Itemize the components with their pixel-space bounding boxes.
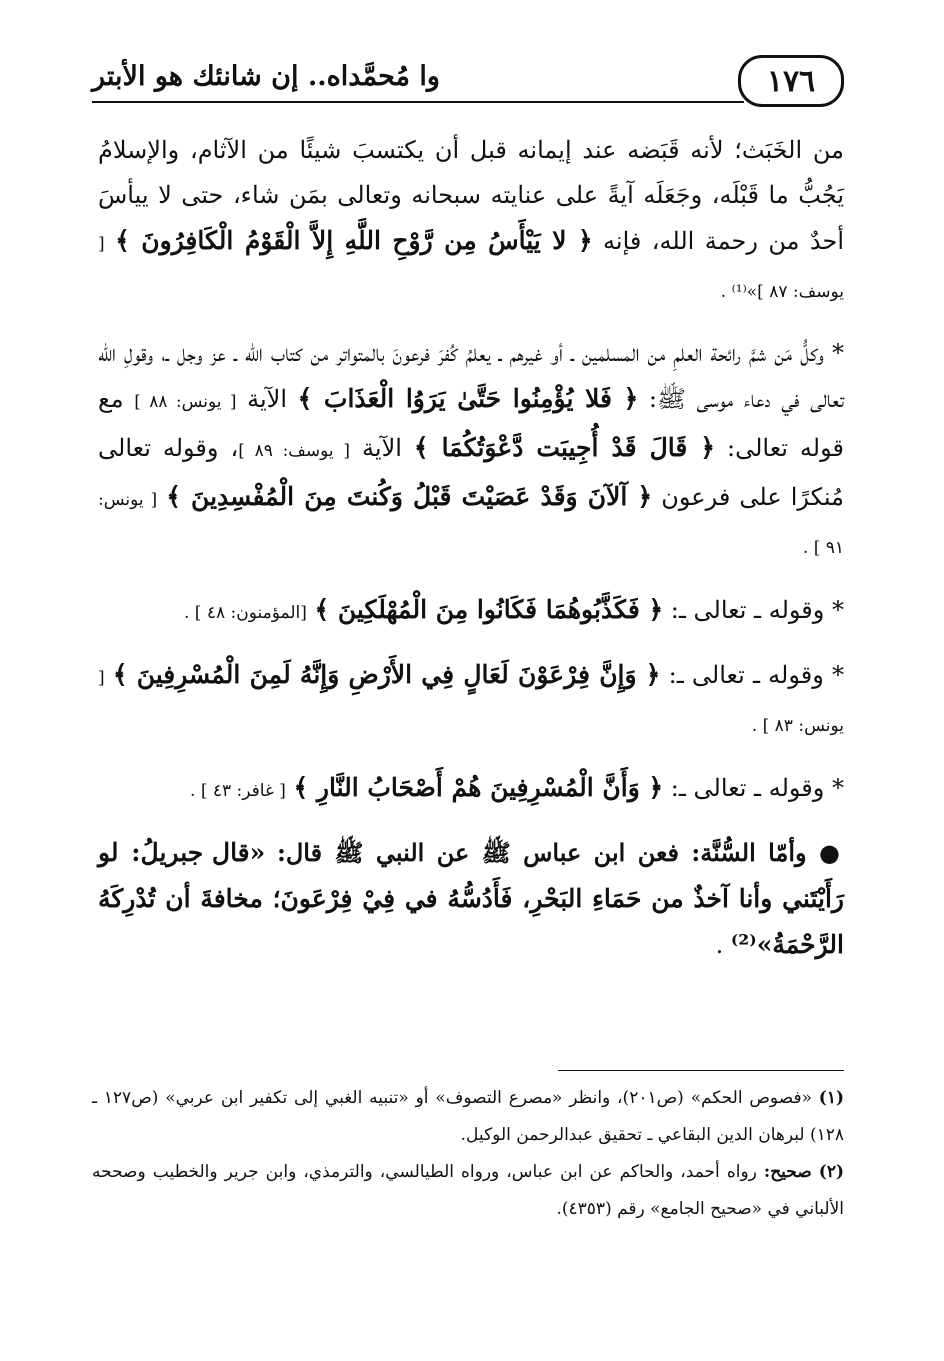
paragraph-text: الآية [362, 434, 402, 462]
footnotes [92, 1080, 844, 1228]
footnote-number: (٢) [818, 1162, 844, 1182]
quran-verse: ﴿ فَكَذَّبُوهُمَا فَكَانُوا مِنَ الْمُهْلَكِينَ ﴾ [314, 595, 664, 624]
quran-verse: ﴿ آلآنَ وَقَدْ عَصَيْتَ قَبْلُ وَكُنتَ مِنَ الْمُفْسِدِينَ ﴾ [166, 482, 653, 511]
page-header [92, 55, 844, 109]
page-number-badge [738, 55, 844, 107]
paragraph-text: من الخَبَث؛ لأنه قَبَضه عند إيمانه قبل أن يكتسبَ شيئًا من الآثام، والإسلامُ يَجُبُّ ما قَبْلَه، وجَعَلَه آيةً على عنايته سبحانه وتعالى بمَن شاء، حتى لا ييأسَ أحدٌ من رحمة الله، فإنه [98, 136, 844, 255]
quran-verse: ﴿ وَإِنَّ فِرْعَوْنَ لَعَالٍ فِي الأَرْضِ وَإِنَّهُ لَمِنَ الْمُسْرِفِينَ ﴾ [112, 660, 661, 689]
verse-reference: [ يونس: ٩١ ] . [98, 490, 844, 558]
verse-reference: [ يونس: ٨٣ ] . [98, 668, 844, 736]
paragraph-text: ● وأمّا السُّنَّة: فعن ابن عباس ﷺ عن النبي ﷺ قال: [276, 838, 844, 867]
footnote-text: «فصوص الحكم» (ص٢٠١)، وانظر «مصرع التصوف» أو «تنبيه الغبي إلى تكفير ابن عربي» (ص١٢٧ ـ ١٢٨) لبرهان الدين البقاعي ـ تحقيق عبدالرحمن الوكيل. [92, 1088, 844, 1145]
page-number: ١٧٦ [766, 63, 816, 99]
paragraph-end: . [715, 931, 724, 959]
quran-verse: ﴿ قَالَ قَدْ أُجِيبَت دَّعْوَتُكُمَا ﴾ [413, 433, 716, 462]
body-text [98, 128, 844, 968]
running-title: وا مُحمَّداه.. إن شانئك هو الأبتر [92, 61, 440, 92]
verse-reference: [ يوسف: ٨٩ ] [238, 441, 351, 461]
verse-reference: [ يونس: ٨٨ ] [134, 392, 237, 412]
paragraph-3 [98, 587, 844, 636]
paragraph-text: الآية [247, 385, 288, 413]
paragraph-6 [98, 830, 844, 968]
quran-verse: ﴿ فَلا يُؤْمِنُوا حَتَّىٰ يَرَوُا الْعَذَابَ ﴾ [297, 384, 639, 413]
hadith-quote: «قال جبريلُ: لو رَأَيْتَني وأنا آخذٌ من حَمَاءِ البَحْرِ، فَأَدُسُّهُ في فِيْ فِرْعَونَ؛ مخافةَ أن تُدْرِكَهُ الرَّحْمَةُ»⁽²⁾ [98, 838, 844, 959]
paragraph-text: * وقوله ـ تعالى ـ: [670, 596, 844, 624]
verse-reference: [المؤمنون: ٤٨ ] . [183, 603, 307, 623]
quran-verse: ﴿ لا يَيْأَسُ مِن رَّوْحِ اللَّهِ إِلاَّ الْقَوْمُ الْكَافِرُونَ ﴾ [115, 226, 593, 255]
paragraph-text: * وقوله ـ تعالى ـ: [670, 774, 844, 802]
footnote-number: (١) [818, 1088, 845, 1108]
footnote-1 [92, 1080, 844, 1154]
paragraph-text: ، وقوله تعالى مُنكرًا على فرعون [98, 434, 844, 511]
paragraph-1 [98, 128, 844, 315]
paragraph-2 [98, 331, 844, 571]
paragraph-text: مع قوله تعالى: [98, 385, 844, 462]
paragraph-4 [98, 652, 844, 749]
quran-verse: ﴿ وَأَنَّ الْمُسْرِفِينَ هُمْ أَصْحَابُ النَّارِ ﴾ [293, 773, 664, 802]
paragraph-5 [98, 765, 844, 814]
footnote-label: صحيح: [763, 1162, 812, 1182]
footnote-2 [92, 1154, 844, 1228]
footnote-text: رواه أحمد، والحاكم عن ابن عباس، ورواه الطيالسي، والترمذي، وابن جرير والخطيب وصححه الألباني في «صحيح الجامع» رقم (٤٣٥٣). [92, 1162, 844, 1219]
verse-reference: [ غافر: ٤٣ ] . [190, 781, 286, 801]
header-rule [92, 101, 744, 103]
paragraph-text: * وقوله ـ تعالى ـ: [668, 661, 844, 689]
paragraph-text: * وكلُّ مَن شمَّ رائحة العلمِ من المسلمين ـ أو غيرهم ـ يعلمُ كُفرَ فرعونَ بالمتواتر من كتاب الله ـ عز وجل ـ، وقولِ الله تعالى في دعاء موسى ﷺ: [98, 339, 844, 413]
verse-reference: [ يوسف: ٨٧ ]»⁽¹⁾ . [98, 234, 844, 302]
footnote-separator [558, 1070, 844, 1071]
